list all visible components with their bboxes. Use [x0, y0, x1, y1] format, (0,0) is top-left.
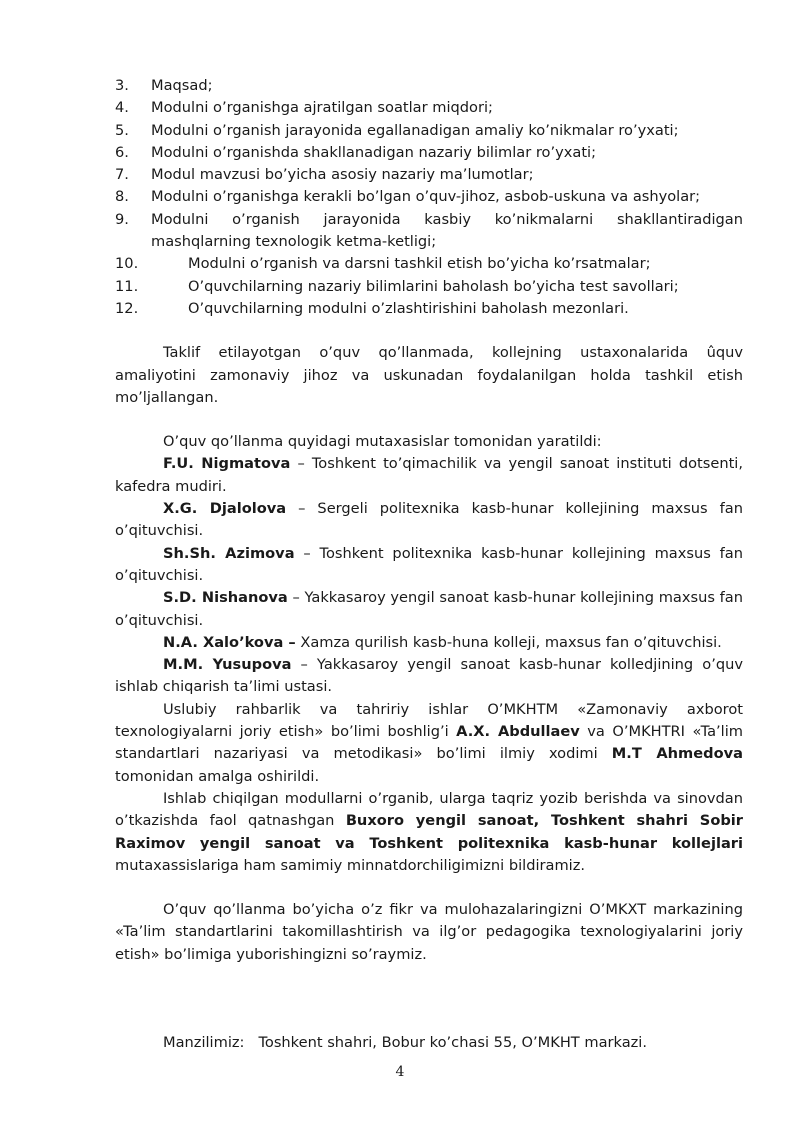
list-item: 6. Modulni o’rganishda shakllanadigan nazariy bilimlar ro’yxati; — [115, 143, 597, 161]
authors-heading: O’quv qo’llanma quyidagi mutaxasislar tomonidan yaratildi: — [163, 433, 602, 451]
feedback-paragraph: O’quv qo’llanma bo’yicha o’z fikr va mulohazalaringizni O’MKXT markazining «Ta’lim standartlarini takomillashtirish va ilg’or pedagogika texnologiyalarini joriy etish» bo’limiga yuborishingizni so’raymiz. — [115, 901, 743, 963]
author-name: F.U. Nigmatova — [163, 455, 291, 473]
author-entry: X.G. Djalolova – Sergeli politexnika kasb-hunar kollejining maxsus fan o’qituvchisi. — [115, 500, 743, 540]
author-name: Sh.Sh. Azimova — [163, 544, 295, 562]
document-page — [115, 75, 743, 1054]
intro-paragraph: Taklif etilayotgan o’quv qo’llanmada, kollejning ustaxonalarida ûquv amaliyotini zamonaviy jihoz va uskunadan foydalanilgan holda tashkil etish mo’ljallangan. — [115, 344, 743, 406]
author-entry: F.U. Nigmatova – Toshkent to’qimachilik va yengil sanoat instituti dotsenti, kafedra mudiri. — [115, 455, 743, 495]
thanks-paragraph: Ishlab chiqilgan modullarni o’rganib, ularga taqriz yozib berishda va sinovdan o’tkazishda faol qatnashgan Buxoro yengil sanoat, Toshkent shahri Sobir Raximov yengil sanoat va Toshkent politexnika kasb-hunar kollejlari mutaxassislariga ham samimiy minnatdorchiligimizni bildiramiz. — [115, 789, 743, 874]
list-item: 10. Modulni o’rganish va darsni tashkil etish bo’yicha ko’rsatmalar; — [115, 255, 651, 273]
author-name: S.D. Nishanova — [163, 589, 288, 607]
list-item: 7. Modul mavzusi bo’yicha asosiy nazariy ma’lumotlar; — [115, 166, 534, 184]
author-name: M.M. Yusupova — [163, 656, 292, 674]
author-entry: Sh.Sh. Azimova – Toshkent politexnika kasb-hunar kollejining maxsus fan o’qituvchisi. — [115, 544, 743, 584]
list-item: 3. Maqsad; — [115, 77, 213, 94]
author-entry: S.D. Nishanova – Yakkasaroy yengil sanoat kasb-hunar kollejining maxsus fan o’qituvchisi. — [115, 589, 743, 629]
author-name: X.G. Djalolova — [163, 500, 287, 518]
author-entry: M.M. Yusupova – Yakkasaroy yengil sanoat kasb-hunar kolledjining o’quv ishlab chiqarish ta’limi ustasi. — [115, 656, 743, 696]
content-list — [115, 75, 743, 320]
list-item: 4. Modulni o’rganishga ajratilgan soatlar miqdori; — [115, 99, 493, 117]
address-line — [115, 1032, 743, 1054]
address-label: Manzilimiz: — [163, 1033, 245, 1051]
list-item: 11. O’quvchilarning nazariy bilimlarini baholash bo’yicha test savollari; — [115, 277, 679, 295]
page-number: 4 — [395, 1064, 405, 1080]
list-item: 12. O’quvchilarning modulni o’zlashtirishini baholash mezonlari. — [115, 299, 629, 317]
guidance-paragraph: Uslubiy rahbarlik va tahririy ishlar O’MKHTM «Zamonaviy axborot texnologiyalarni joriy etish» bo’limi boshlig’i A.X. Abdullaev va O’MKHTRI «Ta’lim standartlari nazariyasi va metodikasi» bo’limi ilmiy xodimi M.T Ahmedova tomonidan amalga oshirildi. — [115, 700, 743, 785]
list-item: 9. Modulni o’rganish jarayonida kasbiy ko’nikmalarni shakllantiradigan mashqlarning texnologik ketma-ketligi; — [115, 210, 743, 251]
list-item: 5. Modulni o’rganish jarayonida egallanadigan amaliy ko’nikmalar ro’yxati; — [115, 121, 679, 139]
author-entry: N.A. Xalo’kova – Xamza qurilish kasb-huna kolleji, maxsus fan o’qituvchisi. — [163, 633, 722, 651]
address-value: Toshkent shahri, Bobur ko’chasi 55, O’MKHT markazi. — [258, 1033, 647, 1051]
author-name: N.A. Xalo’kova – — [163, 633, 296, 651]
list-item: 8. Modulni o’rganishga kerakli bo’lgan o’quv-jihoz, asbob-uskuna va ashyolar; — [115, 188, 701, 206]
